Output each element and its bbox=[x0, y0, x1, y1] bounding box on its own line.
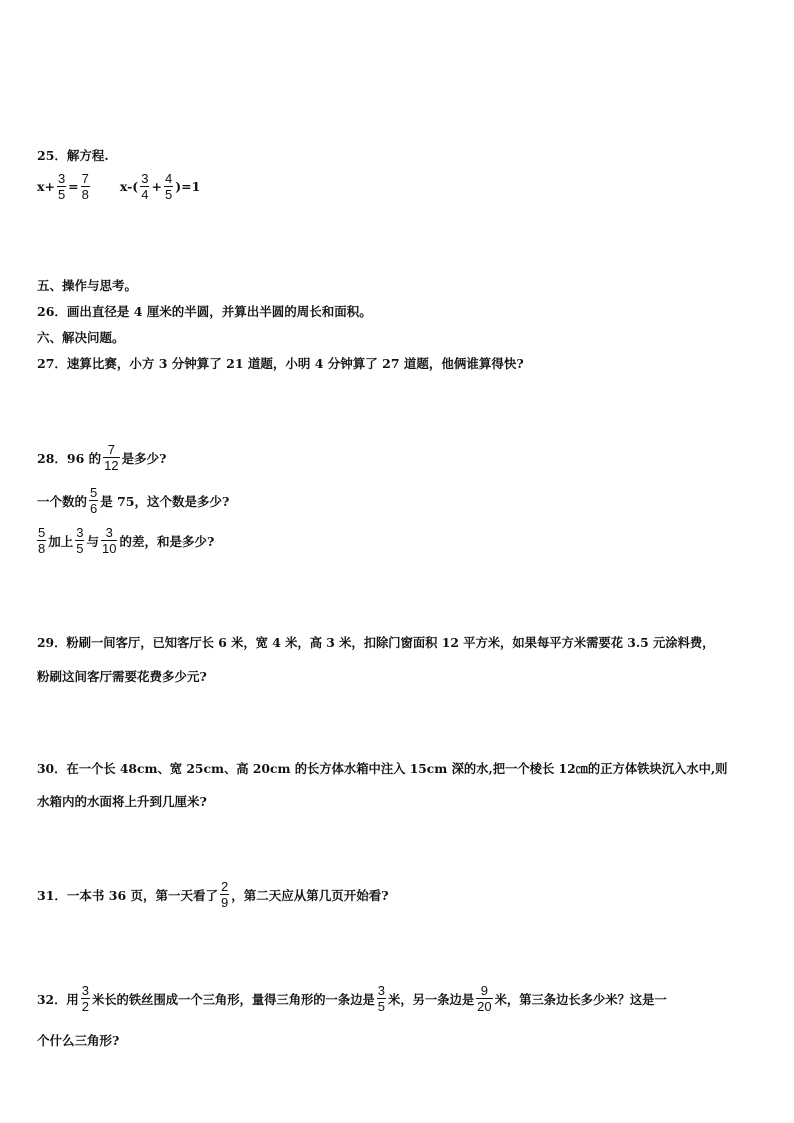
eq2-end: )=1 bbox=[175, 179, 201, 194]
eq2-fraction-1: $\frac{3}{4}$ bbox=[141, 171, 149, 202]
q28-fraction-5-8: $\frac{5}{8}$ bbox=[38, 525, 46, 556]
q28-l3-t1: 加上 bbox=[48, 533, 74, 549]
eq1-equals: = bbox=[68, 179, 79, 194]
section-6-heading: 六、解决问题。 bbox=[37, 330, 125, 345]
q28-l2-post: 是 75，这个数是多少? bbox=[100, 493, 230, 509]
q30-line-1: 30．在一个长 48cm、宽 25cm、高 20cm 的长方体水箱中注入 15cm 深的水,把一个棱长 12㎝的正方体铁块沉入水中,则 bbox=[37, 761, 728, 776]
q28-fraction-7-12: $\frac{7}{12}$ bbox=[104, 442, 119, 473]
q31-line bbox=[37, 879, 389, 910]
q28-l2-pre: 一个数的 bbox=[37, 493, 88, 509]
q32-line-1 bbox=[37, 983, 667, 1014]
q32-pre: 32．用 bbox=[37, 991, 79, 1007]
q28-l1-pre: 28．96 的 bbox=[37, 450, 102, 466]
q28-line-1 bbox=[37, 442, 166, 473]
q32-line-2: 个什么三角形? bbox=[37, 1033, 120, 1048]
q28-fraction-3-5: $\frac{3}{5}$ bbox=[76, 525, 84, 556]
eq1-fraction-2: $\frac{7}{8}$ bbox=[81, 171, 89, 202]
eq1-lhs: x+ bbox=[37, 179, 55, 194]
q31-pre: 31．一本书 36 页，第一天看了 bbox=[37, 887, 218, 903]
section-5-heading: 五、操作与思考。 bbox=[37, 278, 138, 293]
q32-t1: 米长的铁丝围成一个三角形，量得三角形的一条边是 bbox=[91, 991, 375, 1007]
q28-fraction-3-10: $\frac{3}{10}$ bbox=[102, 525, 117, 556]
eq2-lhs: x-( bbox=[119, 179, 139, 194]
q29-line-2: 粉刷这间客厅需要花费多少元? bbox=[37, 669, 207, 684]
q25-title: 25．解方程. bbox=[37, 148, 109, 163]
eq2-fraction-2: $\frac{4}{5}$ bbox=[164, 171, 173, 202]
q31-post: ，第二天应从第几页开始看? bbox=[231, 887, 389, 903]
q28-l3-t2: 与 bbox=[86, 533, 99, 549]
q32-fraction-3-5: $\frac{3}{5}$ bbox=[377, 983, 386, 1014]
q30-line-2: 水箱内的水面将上升到几厘米? bbox=[37, 794, 207, 809]
q26-text: 26．画出直径是 4 厘米的半圆，并算出半圆的周长和面积。 bbox=[37, 304, 372, 319]
q28-l1-post: 是多少? bbox=[121, 450, 167, 466]
q28-l3-t3: 的差，和是多少? bbox=[119, 533, 215, 549]
q32-fraction-9-20: $\frac{9}{20}$ bbox=[477, 983, 492, 1014]
q28-line-3 bbox=[37, 525, 214, 556]
q31-fraction-2-9: $\frac{2}{9}$ bbox=[221, 879, 229, 910]
q28-fraction-5-6: $\frac{5}{6}$ bbox=[90, 485, 98, 516]
q29-line-1: 29．粉刷一间客厅，已知客厅长 6 米，宽 4 米，高 3 米，扣除门窗面积 12 平方米，如果每平方米需要花 3.5 元涂料费， bbox=[37, 635, 715, 650]
q28-line-2 bbox=[37, 485, 229, 516]
q27-text: 27．速算比赛，小方 3 分钟算了 21 道题，小明 4 分钟算了 27 道题，他俩谁算得快? bbox=[37, 356, 524, 371]
q32-t2: 米，另一条边是 bbox=[388, 991, 475, 1007]
eq1-fraction-1: $\frac{3}{5}$ bbox=[57, 171, 66, 202]
q32-fraction-3-2: $\frac{3}{2}$ bbox=[81, 983, 89, 1014]
q32-t3: 米，第三条边长多少米？这是一 bbox=[494, 991, 667, 1007]
eq2-plus: + bbox=[151, 179, 162, 194]
q25-equations bbox=[37, 171, 200, 202]
